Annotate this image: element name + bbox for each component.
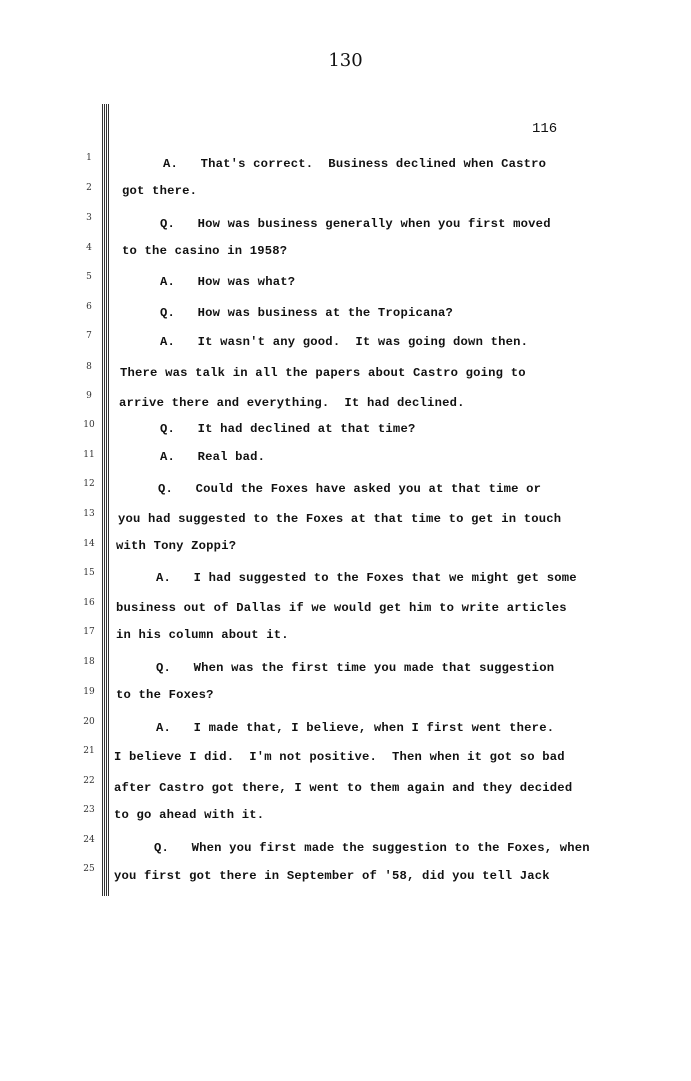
transcript-line: Q. Could the Foxes have asked you at that time or — [158, 482, 542, 496]
transcript-line: to go ahead with it. — [114, 808, 265, 822]
transcript-line: with Tony Zoppi? — [116, 539, 237, 553]
line-number: 11 — [83, 450, 95, 460]
line-number: 25 — [83, 864, 95, 874]
line-number: 3 — [86, 213, 92, 223]
transcript-line: Q. When you first made the suggestion to the Foxes, when — [154, 841, 590, 855]
line-number: 8 — [86, 362, 92, 372]
line-number: 5 — [86, 272, 92, 282]
transcript-line: A. I made that, I believe, when I first went there. — [156, 721, 555, 735]
line-number: 21 — [83, 746, 95, 756]
line-number: 13 — [83, 509, 95, 519]
line-number: 24 — [83, 835, 95, 845]
outer-page-number: 130 — [328, 50, 363, 71]
transcript-line: Q. When was the first time you made that suggestion — [156, 661, 555, 675]
transcript-line: after Castro got there, I went to them again and they decided — [114, 781, 573, 795]
transcript-line: to the Foxes? — [116, 688, 214, 702]
line-number: 1 — [86, 153, 92, 163]
transcript-line: I believe I did. I'm not positive. Then when it got so bad — [114, 750, 565, 764]
transcript-line: got there. — [122, 184, 198, 198]
line-number: 23 — [83, 805, 95, 815]
line-number: 6 — [86, 302, 92, 312]
line-number: 10 — [83, 420, 95, 430]
transcript-line: business out of Dallas if we would get him to write articles — [116, 601, 567, 615]
line-number: 2 — [86, 183, 92, 193]
line-number: 19 — [83, 687, 95, 697]
line-number: 7 — [86, 331, 92, 341]
line-number: 22 — [83, 776, 95, 786]
inner-page-number: 116 — [532, 121, 558, 137]
transcript-line: arrive there and everything. It had declined. — [119, 396, 465, 410]
transcript-line: A. I had suggested to the Foxes that we might get some — [156, 571, 577, 585]
transcript-line: Q. How was business generally when you first moved — [160, 217, 551, 231]
line-number: 17 — [83, 627, 95, 637]
line-number: 9 — [86, 391, 92, 401]
line-number: 20 — [83, 717, 95, 727]
transcript-line: A. Real bad. — [160, 450, 266, 464]
transcript-line: you had suggested to the Foxes at that time to get in touch — [118, 512, 562, 526]
transcript-line: A. How was what? — [160, 275, 296, 289]
transcript-line: A. That's correct. Business declined when Castro — [163, 157, 547, 171]
transcript-line: to the casino in 1958? — [122, 244, 288, 258]
left-margin-rule — [102, 104, 110, 896]
transcript-line: you first got there in September of '58, did you tell Jack — [114, 869, 550, 883]
line-number: 12 — [83, 479, 95, 489]
line-number: 4 — [86, 243, 92, 253]
transcript-line: There was talk in all the papers about Castro going to — [120, 366, 526, 380]
transcript-line: Q. It had declined at that time? — [160, 422, 416, 436]
line-number: 15 — [83, 568, 95, 578]
transcript-line: A. It wasn't any good. It was going down then. — [160, 335, 529, 349]
line-number: 14 — [83, 539, 95, 549]
transcript-line: in his column about it. — [116, 628, 289, 642]
line-number: 16 — [83, 598, 95, 608]
transcript-line: Q. How was business at the Tropicana? — [160, 306, 454, 320]
line-number: 18 — [83, 657, 95, 667]
